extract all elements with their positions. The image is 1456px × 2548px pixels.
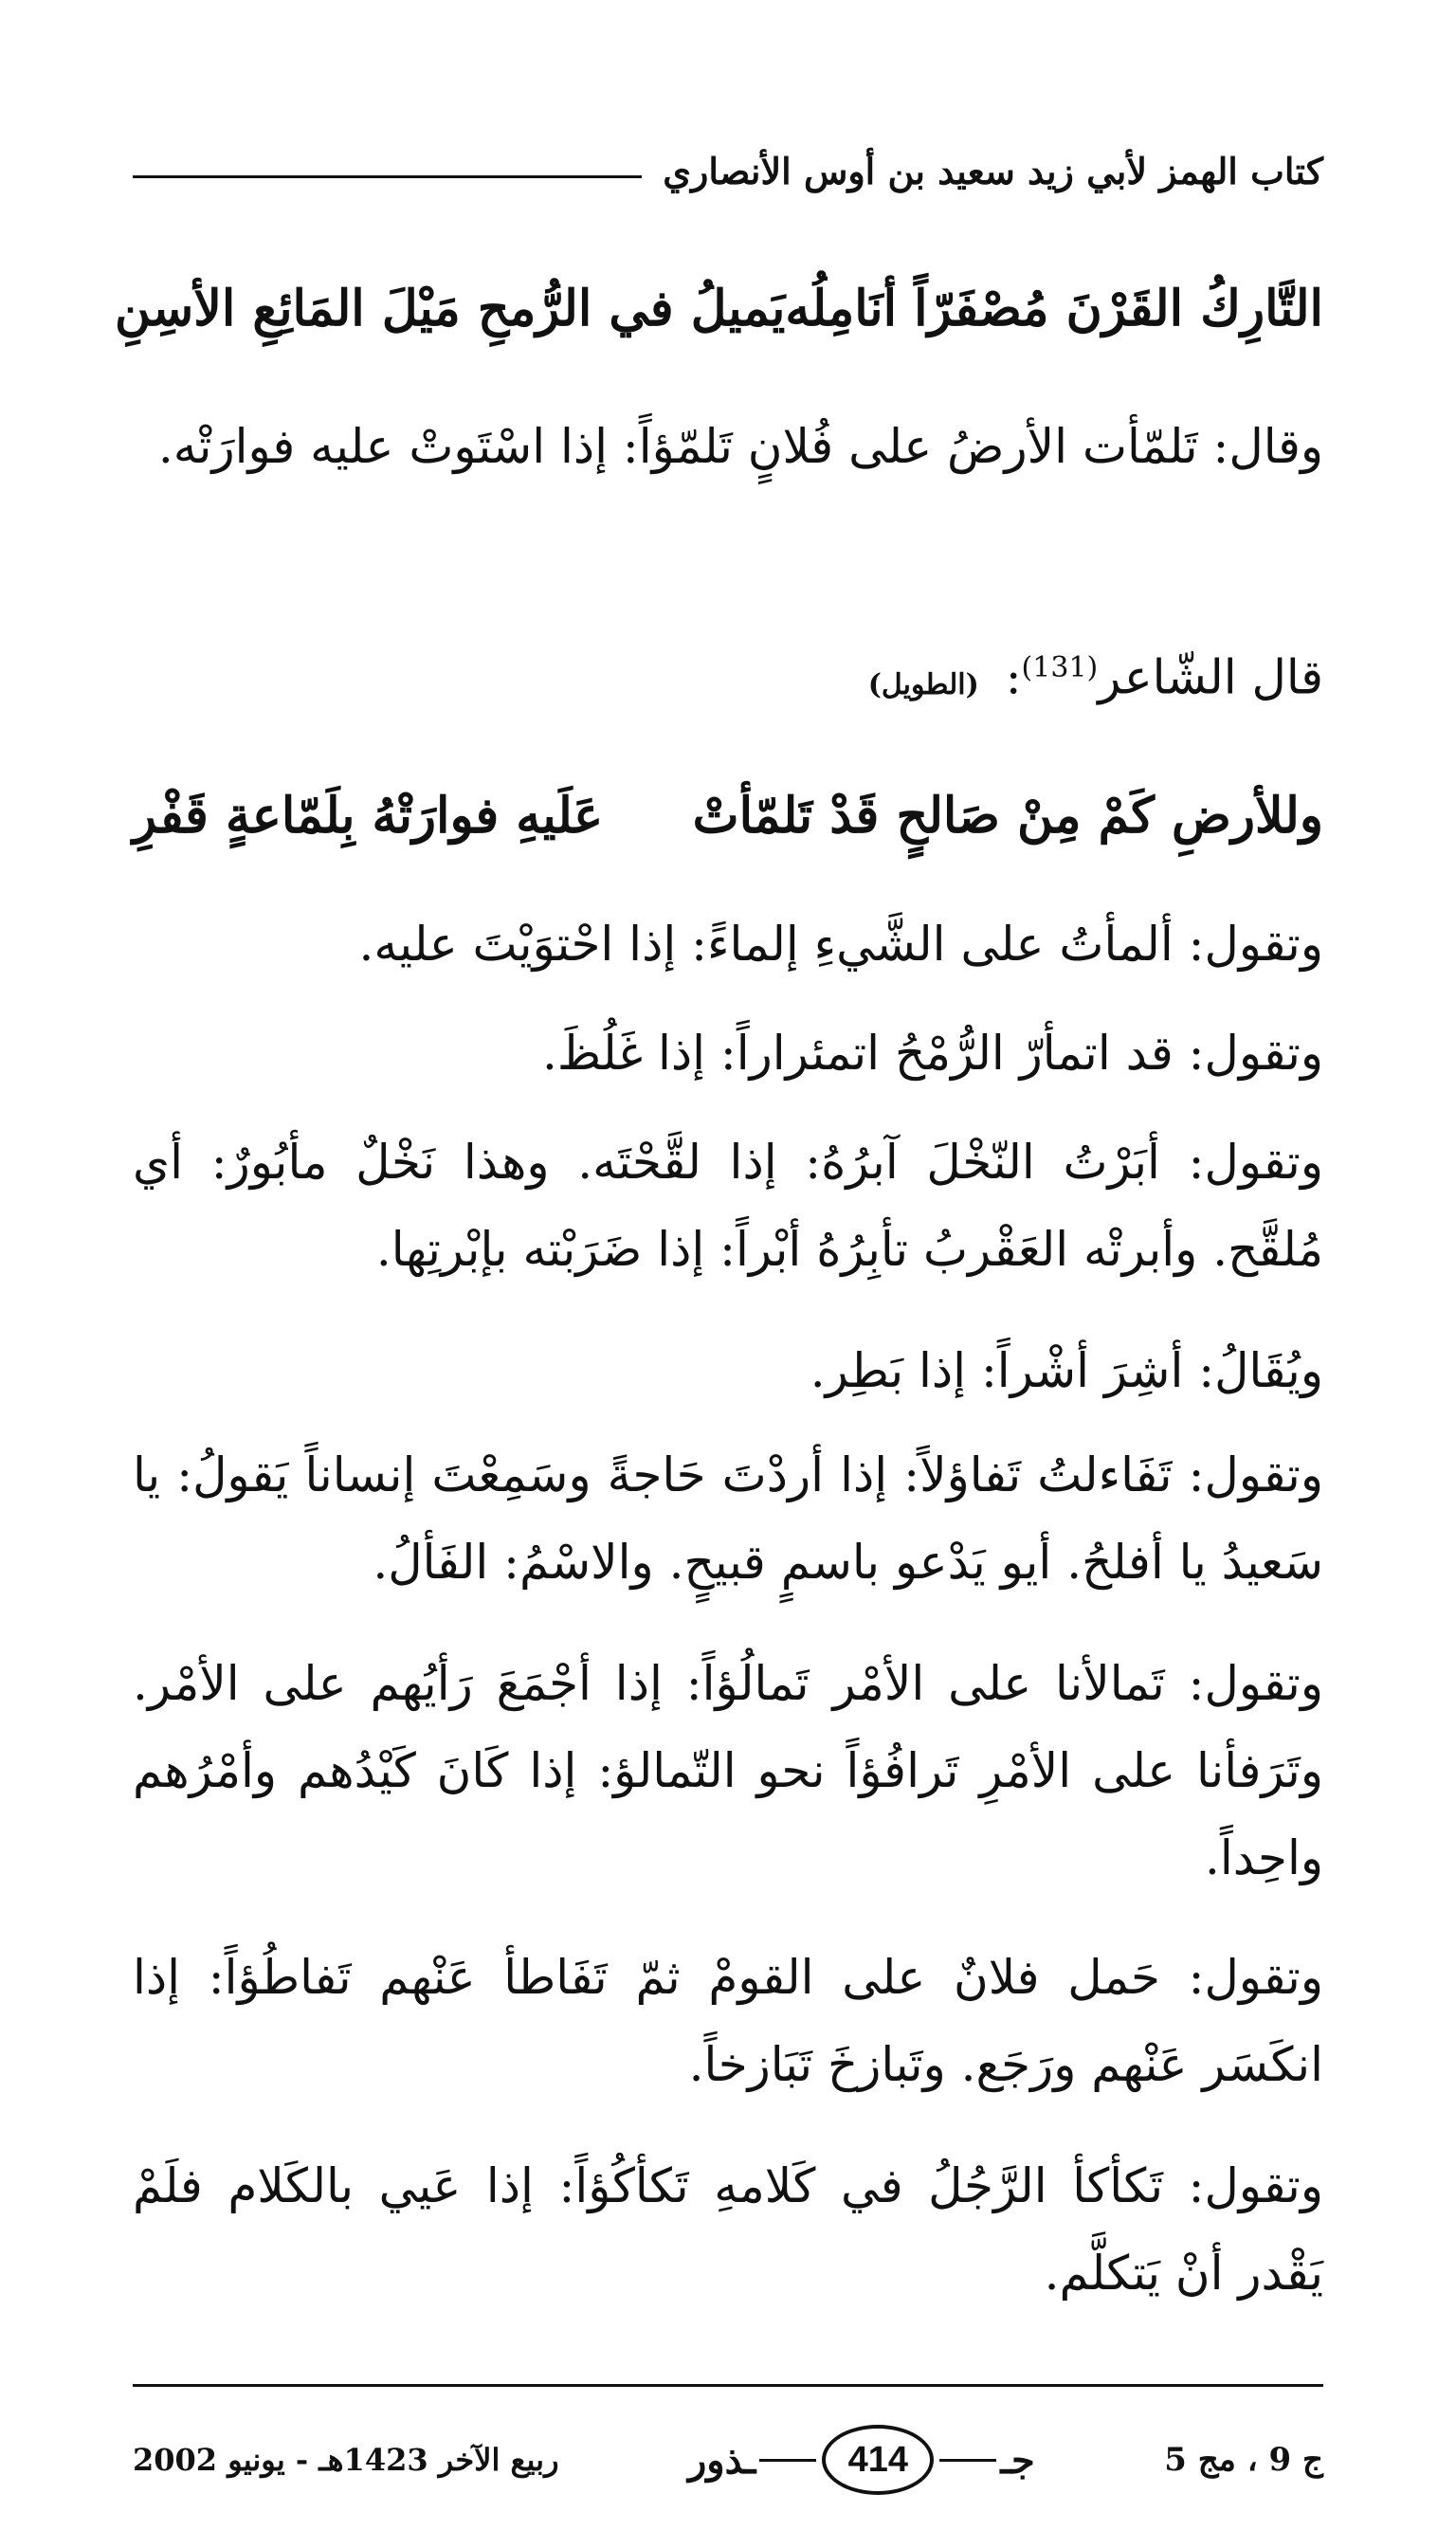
poetic-meter: (الطويل) <box>867 667 979 701</box>
paragraph: وتقول: أبَرْتُ النّخْلَ آبرُهُ: إذا لقَّحْتَه. وهذا نَخْلٌ مأبُورٌ: أي مُلقَّح. وأبرتْه العَقْربُ تأبِرُهُ أبْراً: إذا ضَرَبْته بإبْرتِها. <box>133 1135 1323 1277</box>
verse-line <box>115 261 1323 355</box>
poet-attribution <box>133 621 1323 716</box>
journal-name-prefix: جـ <box>1000 2437 1035 2483</box>
journal-dash <box>939 2459 996 2462</box>
verse-second-hemistich: عَلَيهِ فوارَتْهُ بِلَمّاعةٍ قَفْرِ <box>133 786 604 845</box>
paragraph: وتقول: قد اتمأرّ الرُّمْحُ اتمئراراً: إذا غَلُظَ. <box>542 1026 1323 1081</box>
paragraph: ويُقَالُ: أشِرَ أشْراً: إذا بَطِر. <box>810 1343 1323 1398</box>
page-footer <box>133 2408 1323 2512</box>
verse-first-hemistich: التَّارِكُ القَرْنَ مُصْفَرّاً أنَامِلُه <box>785 279 1323 337</box>
poet-label: قال الشّاعر <box>1098 649 1323 705</box>
paragraph: وقال: تَلمّأت الأرضُ على فُلانٍ تَلمّؤاً: إذا اسْتَوتْ عليه فوارَتْه. <box>157 419 1323 474</box>
issue-volume: ج 9 ، مج 5 <box>1164 2441 1323 2479</box>
footnote-marker: (131) <box>1021 651 1099 684</box>
paragraph: وتقول: ألمأتُ على الشَّيءِ إلماءً: إذا احْتوَيْتَ عليه. <box>358 917 1323 972</box>
publication-date: ربيع الآخر 1423هـ - يونيو 2002 <box>133 2442 559 2478</box>
paragraph: وتقول: تَكأكأ الرَّجُلُ في كَلامهِ تَكأكُؤاً: إذا عَيي بالكَلام فلَمْ يَقْدر أنْ يَتكلَّم. <box>133 2158 1323 2301</box>
verse-second-hemistich: يَميلُ في الرُّمحِ مَيْلَ المَائِعِ الأسِنِ <box>115 279 786 337</box>
journal-name-suffix: ـذور <box>687 2437 756 2483</box>
paragraph: وتقول: حَمل فلانٌ على القومْ ثمّ تَفَاطأ عَنْهم تَفاطُؤاً: إذا انكَسَر عَنْهم ورَجَع. وتَبازخَ تَبَازخاً. <box>133 1950 1323 2092</box>
paragraph: وتقول: تَفَاءلتُ تَفاؤلاً: إذا أردْتَ حَاجةً وسَمِعْتَ إنساناً يَقولُ: يا سَعيدُ يا أفلحُ. أيو يَدْعو باسمٍ قبيحٍ. والاسْمُ: الفَألُ. <box>133 1447 1323 1590</box>
journal-dash <box>759 2459 816 2462</box>
footer-rule <box>133 2384 1323 2387</box>
verse-line <box>133 768 1323 863</box>
header-rule <box>133 175 642 178</box>
book-title: كتاب الهمز لأبي زيد سعيد بن أوس الأنصاري <box>663 149 1323 192</box>
poet-colon: : <box>1005 649 1022 705</box>
journal-page-mark <box>688 2425 1035 2495</box>
running-header <box>133 142 1323 199</box>
verse-first-hemistich: وللأرضِ كَمْ مِنْ صَالحٍ قَدْ تَلمّأتْ <box>692 786 1323 845</box>
paragraph: وتقول: تَمالأنا على الأمْر تَمالُؤاً: إذا أجْمَعَ رَأيُهم على الأمْر. وتَرَفأنا على الأمْرِ تَرافُؤاً نحو التّمالؤ: إذا كَانَ كَيْدُهم وأمْرُهم واحِداً. <box>133 1656 1323 1885</box>
page-number: 414 <box>822 2425 934 2495</box>
